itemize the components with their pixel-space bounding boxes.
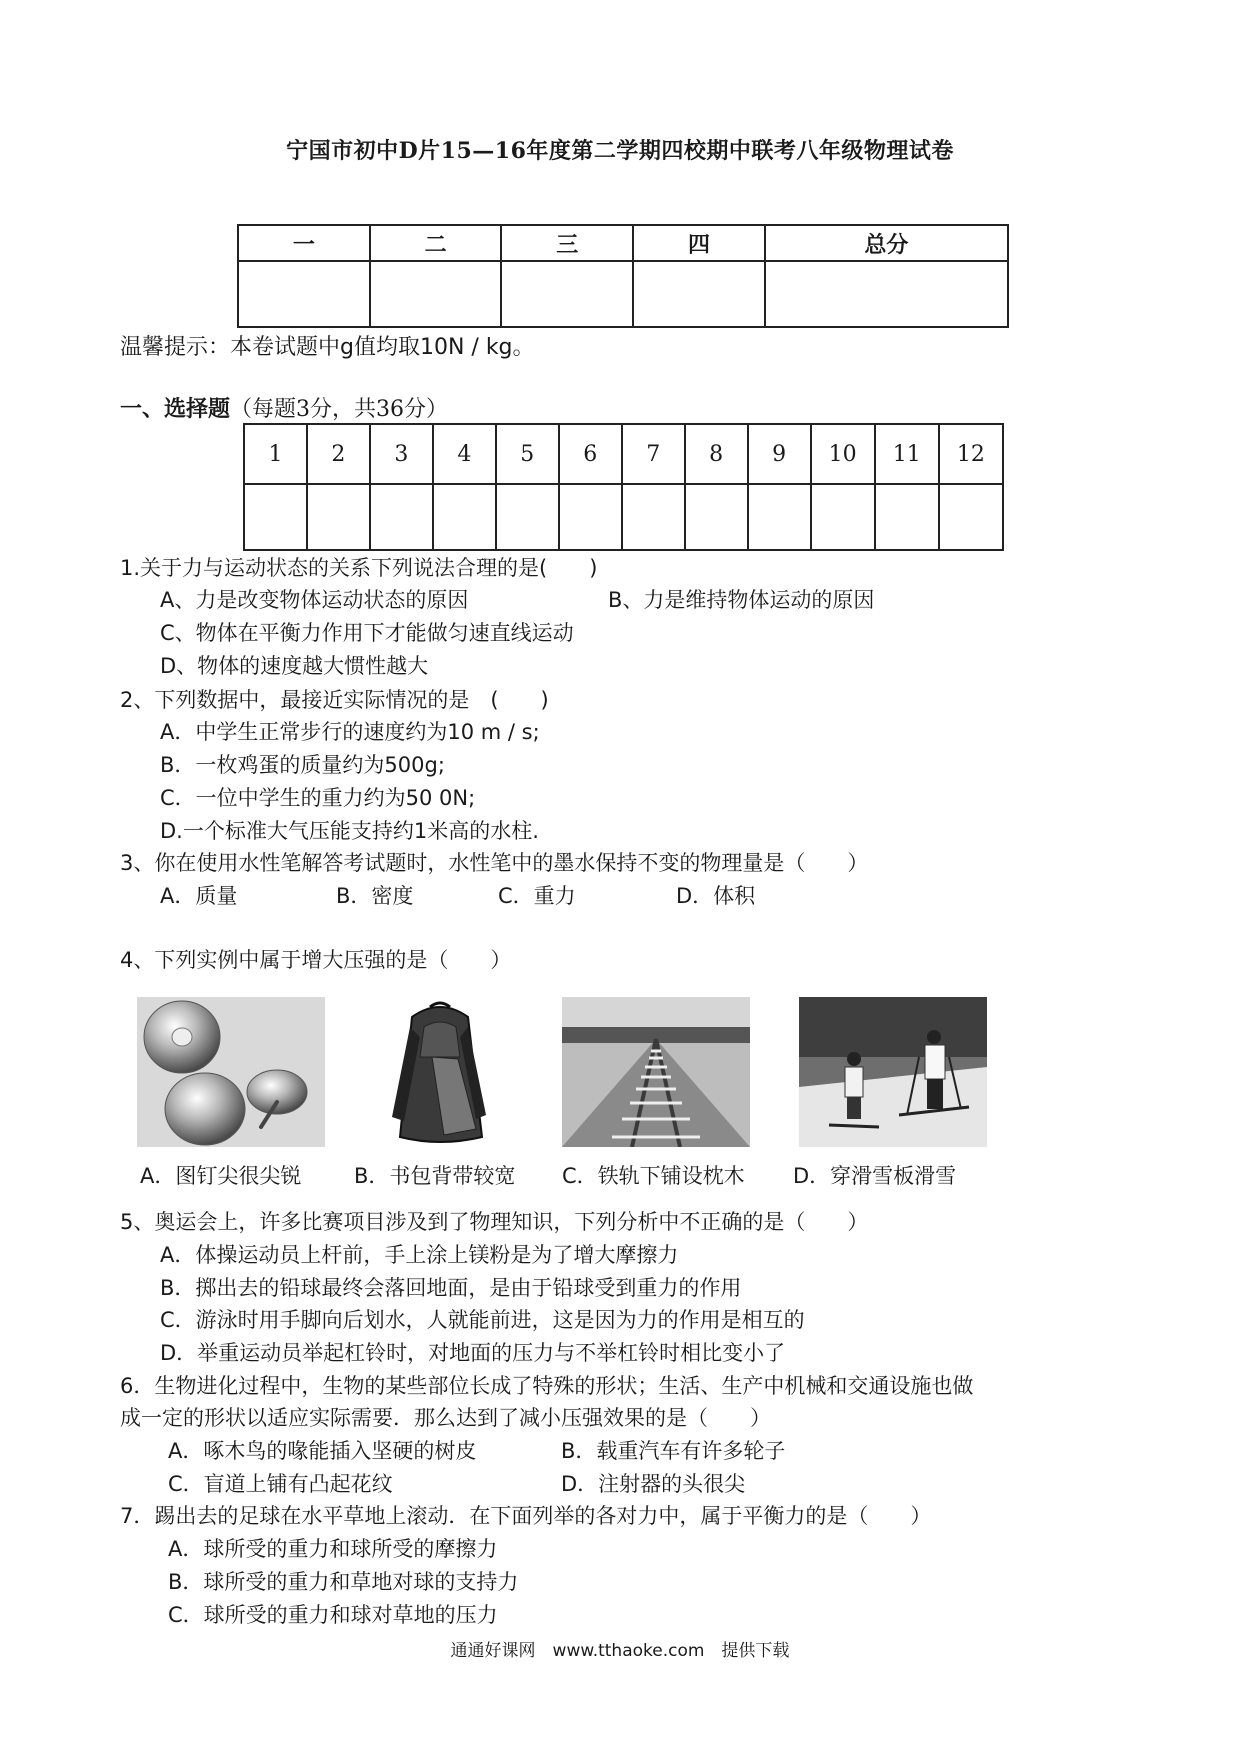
question-1-option-a: A、力是改变物体运动状态的原因: [160, 588, 469, 612]
question-4-caption-b: B．书包背带较宽: [354, 1164, 516, 1188]
question-2-stem: 2、下列数据中，最接近实际情况的是 ( ): [120, 688, 549, 712]
answer-cell[interactable]: [559, 484, 622, 550]
score-header: 总分: [765, 225, 1008, 261]
page-title: 宁国市初中D片15—16年度第二学期四校期中联考八年级物理试卷: [286, 138, 954, 164]
answer-table: [243, 423, 1004, 551]
answer-cell[interactable]: [370, 484, 433, 550]
answer-number: 4: [433, 424, 496, 484]
question-5-option-d: D．举重运动员举起杠铃时，对地面的压力与不举杠铃时相比变小了: [160, 1341, 786, 1365]
question-4-caption-c: C．铁轨下铺设枕木: [562, 1164, 745, 1188]
section-note: （每题3分，共36分）: [230, 397, 449, 422]
question-1-stem: 1.关于力与运动状态的关系下列说法合理的是( ): [120, 556, 598, 580]
question-5-option-b: B．掷出去的铅球最终会落回地面，是由于铅球受到重力的作用: [160, 1276, 742, 1300]
answer-cell[interactable]: [748, 484, 811, 550]
question-4-stem: 4、下列实例中属于增大压强的是（ ）: [120, 948, 512, 972]
answer-cell[interactable]: [496, 484, 559, 550]
question-2-option-c: C．一位中学生的重力约为50 0N;: [160, 786, 476, 810]
question-7-stem: 7．踢出去的足球在水平草地上滚动．在下面列举的各对力中，属于平衡力的是（ ）: [120, 1504, 932, 1528]
score-cell[interactable]: [633, 261, 765, 327]
answer-number: 9: [748, 424, 811, 484]
question-3-option-a: A．质量: [160, 884, 238, 908]
score-cell[interactable]: [765, 261, 1008, 327]
answer-cell[interactable]: [875, 484, 939, 550]
question-3-option-d: D．体积: [676, 884, 756, 908]
skiing-image: [799, 997, 987, 1147]
answer-number: 7: [622, 424, 685, 484]
answer-cell[interactable]: [685, 484, 748, 550]
question-6-stem-continued: 成一定的形状以适应实际需要．那么达到了减小压强效果的是（ ）: [120, 1406, 771, 1430]
question-6-option-a: A．啄木鸟的喙能插入坚硬的树皮: [168, 1439, 477, 1463]
question-7-option-b: B．球所受的重力和草地对球的支持力: [168, 1570, 519, 1594]
answer-number: 11: [875, 424, 939, 484]
question-4-caption-a: A．图钉尖很尖锐: [140, 1164, 302, 1188]
answer-number: 12: [939, 424, 1003, 484]
score-cell[interactable]: [238, 261, 370, 327]
answer-cell[interactable]: [244, 484, 307, 550]
answer-number: 5: [496, 424, 559, 484]
question-6-option-b: B．载重汽车有许多轮子: [561, 1439, 786, 1463]
footer-credit: 通通好课网 www.tthaoke.com 提供下载: [450, 1641, 790, 1661]
question-6-stem: 6．生物进化过程中，生物的某些部位长成了特殊的形状；生活、生产中机械和交通设施也做: [120, 1374, 974, 1398]
question-3-stem: 3、你在使用水性笔解答考试题时，水性笔中的墨水保持不变的物理量是（ ）: [120, 851, 869, 875]
question-2-option-d: D.一个标准大气压能支持约1米高的水柱.: [160, 819, 539, 843]
score-header: 二: [370, 225, 502, 261]
question-2-option-b: B．一枚鸡蛋的质量约为500g;: [160, 753, 445, 777]
score-header: 三: [501, 225, 633, 261]
answer-number: 1: [244, 424, 307, 484]
question-3-option-b: B．密度: [336, 884, 414, 908]
answer-number: 2: [307, 424, 370, 484]
question-3-option-c: C．重力: [498, 884, 576, 908]
answer-number: 10: [811, 424, 875, 484]
answer-cell[interactable]: [939, 484, 1003, 550]
question-1-option-d: D、物体的速度越大惯性越大: [160, 654, 429, 678]
question-4-caption-d: D．穿滑雪板滑雪: [793, 1164, 957, 1188]
score-header: 四: [633, 225, 765, 261]
answer-cell[interactable]: [307, 484, 370, 550]
score-cell[interactable]: [501, 261, 633, 327]
thumbtack-image: [137, 997, 325, 1147]
answer-number: 8: [685, 424, 748, 484]
score-cell[interactable]: [370, 261, 502, 327]
answer-number: 6: [559, 424, 622, 484]
question-5-option-a: A．体操运动员上杆前，手上涂上镁粉是为了增大摩擦力: [160, 1243, 679, 1267]
backpack-image: [372, 997, 508, 1147]
answer-number: 3: [370, 424, 433, 484]
notice: 温馨提示：本卷试题中g值均取10N / kg。: [120, 335, 535, 360]
question-6-option-d: D．注射器的头很尖: [561, 1472, 746, 1496]
score-header: 一: [238, 225, 370, 261]
answer-cell[interactable]: [622, 484, 685, 550]
section-heading: [120, 392, 448, 423]
question-7-option-c: C．球所受的重力和球对草地的压力: [168, 1603, 498, 1627]
question-5-stem: 5、奥运会上，许多比赛项目涉及到了物理知识，下列分析中不正确的是（ ）: [120, 1210, 869, 1234]
question-5-option-c: C．游泳时用手脚向后划水，人就能前进，这是因为力的作用是相互的: [160, 1308, 805, 1332]
question-7-option-a: A．球所受的重力和球所受的摩擦力: [168, 1537, 498, 1561]
question-1-option-c: C、物体在平衡力作用下才能做匀速直线运动: [160, 621, 574, 645]
question-1-option-b: B、力是维持物体运动的原因: [608, 588, 875, 612]
score-table: [237, 224, 1009, 328]
answer-cell[interactable]: [433, 484, 496, 550]
question-6-option-c: C．盲道上铺有凸起花纹: [168, 1472, 393, 1496]
answer-cell[interactable]: [811, 484, 875, 550]
question-2-option-a: A．中学生正常步行的速度约为10 m / s;: [160, 720, 540, 744]
section-title: 一、选择题: [120, 396, 231, 422]
railway-track-image: [562, 997, 750, 1147]
